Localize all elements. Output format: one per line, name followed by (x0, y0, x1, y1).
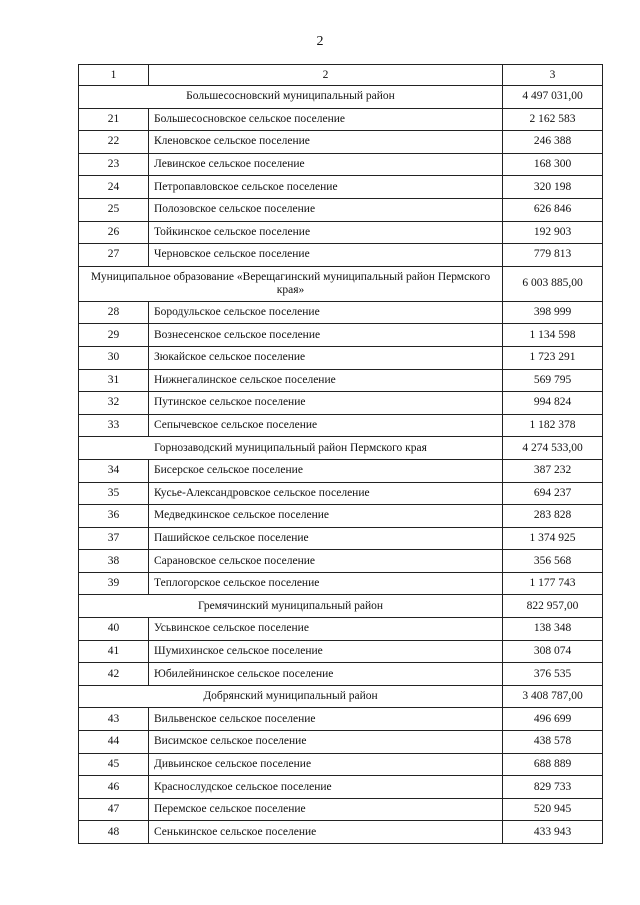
settlement-name: Медведкинское сельское поселение (149, 505, 503, 528)
row-number: 42 (79, 663, 149, 686)
row-number: 31 (79, 369, 149, 392)
settlement-amount: 168 300 (503, 153, 603, 176)
table-row (79, 244, 603, 267)
table-row (79, 798, 603, 821)
settlement-name: Сепычевское сельское поселение (149, 414, 503, 437)
settlement-amount: 1 723 291 (503, 346, 603, 369)
row-number: 47 (79, 798, 149, 821)
table-row (79, 176, 603, 199)
settlement-name: Юбилейнинское сельское поселение (149, 663, 503, 686)
row-number: 28 (79, 301, 149, 324)
table-body (79, 65, 603, 844)
budget-table (78, 64, 603, 844)
table-row (79, 108, 603, 131)
settlement-name: Шумихинское сельское поселение (149, 640, 503, 663)
row-number: 24 (79, 176, 149, 199)
row-number: 41 (79, 640, 149, 663)
district-total: 4 274 533,00 (503, 437, 603, 460)
table-row (79, 640, 603, 663)
district-row (79, 86, 603, 109)
row-number: 36 (79, 505, 149, 528)
column-header-number: 1 (79, 65, 149, 86)
table-row (79, 572, 603, 595)
settlement-name: Большесосновское сельское поселение (149, 108, 503, 131)
table-row (79, 369, 603, 392)
row-number: 27 (79, 244, 149, 267)
settlement-amount: 626 846 (503, 198, 603, 221)
settlement-amount: 438 578 (503, 731, 603, 754)
district-row (79, 595, 603, 618)
settlement-name: Путинское сельское поселение (149, 392, 503, 415)
settlement-amount: 1 177 743 (503, 572, 603, 595)
table-row (79, 392, 603, 415)
settlement-name: Висимское сельское поселение (149, 731, 503, 754)
table-row (79, 324, 603, 347)
row-number: 32 (79, 392, 149, 415)
settlement-name: Бисерское сельское поселение (149, 459, 503, 482)
table-row (79, 618, 603, 641)
column-header-name: 2 (149, 65, 503, 86)
settlement-name: Полозовское сельское поселение (149, 198, 503, 221)
district-row (79, 266, 603, 301)
settlement-amount: 192 903 (503, 221, 603, 244)
settlement-amount: 398 999 (503, 301, 603, 324)
settlement-amount: 829 733 (503, 776, 603, 799)
settlement-name: Дивьинское сельское поселение (149, 753, 503, 776)
settlement-amount: 283 828 (503, 505, 603, 528)
table-row (79, 346, 603, 369)
row-number: 30 (79, 346, 149, 369)
settlement-name: Сарановское сельское поселение (149, 550, 503, 573)
row-number: 38 (79, 550, 149, 573)
district-row (79, 685, 603, 708)
district-name: Большесосновский муниципальный район (79, 86, 503, 109)
row-number: 48 (79, 821, 149, 844)
row-number: 23 (79, 153, 149, 176)
settlement-name: Нижнегалинское сельское поселение (149, 369, 503, 392)
settlement-name: Усьвинское сельское поселение (149, 618, 503, 641)
row-number: 21 (79, 108, 149, 131)
district-total: 6 003 885,00 (503, 266, 603, 301)
settlement-amount: 520 945 (503, 798, 603, 821)
settlement-name: Петропавловское сельское поселение (149, 176, 503, 199)
row-number: 46 (79, 776, 149, 799)
settlement-amount: 1 134 598 (503, 324, 603, 347)
settlement-name: Вознесенское сельское поселение (149, 324, 503, 347)
settlement-amount: 320 198 (503, 176, 603, 199)
settlement-name: Перемское сельское поселение (149, 798, 503, 821)
district-total: 3 408 787,00 (503, 685, 603, 708)
row-number: 40 (79, 618, 149, 641)
settlement-amount: 994 824 (503, 392, 603, 415)
settlement-amount: 433 943 (503, 821, 603, 844)
settlement-amount: 779 813 (503, 244, 603, 267)
settlement-name: Кленовское сельское поселение (149, 131, 503, 154)
district-name: Муниципальное образование «Верещагинский муниципальный район Пермского края» (79, 266, 503, 301)
table-row (79, 753, 603, 776)
row-number: 26 (79, 221, 149, 244)
row-number: 33 (79, 414, 149, 437)
table-row (79, 505, 603, 528)
district-total: 4 497 031,00 (503, 86, 603, 109)
settlement-name: Кусье-Александровское сельское поселение (149, 482, 503, 505)
district-name: Гремячинский муниципальный район (79, 595, 503, 618)
settlement-amount: 688 889 (503, 753, 603, 776)
settlement-name: Краснослудское сельское поселение (149, 776, 503, 799)
settlement-name: Сенькинское сельское поселение (149, 821, 503, 844)
row-number: 43 (79, 708, 149, 731)
row-number: 22 (79, 131, 149, 154)
row-number: 25 (79, 198, 149, 221)
row-number: 35 (79, 482, 149, 505)
settlement-amount: 376 535 (503, 663, 603, 686)
table-row (79, 482, 603, 505)
district-total: 822 957,00 (503, 595, 603, 618)
district-name: Добрянский муниципальный район (79, 685, 503, 708)
settlement-name: Зюкайское сельское поселение (149, 346, 503, 369)
table-row (79, 821, 603, 844)
table-row (79, 301, 603, 324)
settlement-amount: 387 232 (503, 459, 603, 482)
settlement-amount: 356 568 (503, 550, 603, 573)
settlement-name: Вильвенское сельское поселение (149, 708, 503, 731)
table-row (79, 153, 603, 176)
table-row (79, 776, 603, 799)
table-row (79, 459, 603, 482)
row-number: 45 (79, 753, 149, 776)
settlement-amount: 694 237 (503, 482, 603, 505)
row-number: 39 (79, 572, 149, 595)
settlement-name: Бородульское сельское поселение (149, 301, 503, 324)
row-number: 44 (79, 731, 149, 754)
settlement-amount: 1 182 378 (503, 414, 603, 437)
column-header-amount: 3 (503, 65, 603, 86)
district-row (79, 437, 603, 460)
header-row (79, 65, 603, 86)
table-row (79, 550, 603, 573)
table-row (79, 221, 603, 244)
table-row (79, 731, 603, 754)
settlement-amount: 246 388 (503, 131, 603, 154)
page-number: 2 (316, 34, 324, 49)
settlement-amount: 1 374 925 (503, 527, 603, 550)
settlement-name: Теплогорское сельское поселение (149, 572, 503, 595)
settlement-amount: 2 162 583 (503, 108, 603, 131)
settlement-name: Черновское сельское поселение (149, 244, 503, 267)
settlement-name: Пашийское сельское поселение (149, 527, 503, 550)
table-row (79, 708, 603, 731)
settlement-amount: 308 074 (503, 640, 603, 663)
row-number: 34 (79, 459, 149, 482)
table-row (79, 527, 603, 550)
table-row (79, 198, 603, 221)
district-name: Горнозаводский муниципальный район Пермского края (79, 437, 503, 460)
settlement-name: Левинское сельское поселение (149, 153, 503, 176)
settlement-name: Тойкинское сельское поселение (149, 221, 503, 244)
row-number: 29 (79, 324, 149, 347)
table-row (79, 414, 603, 437)
table-row (79, 131, 603, 154)
row-number: 37 (79, 527, 149, 550)
settlement-amount: 496 699 (503, 708, 603, 731)
table-row (79, 663, 603, 686)
settlement-amount: 569 795 (503, 369, 603, 392)
settlement-amount: 138 348 (503, 618, 603, 641)
